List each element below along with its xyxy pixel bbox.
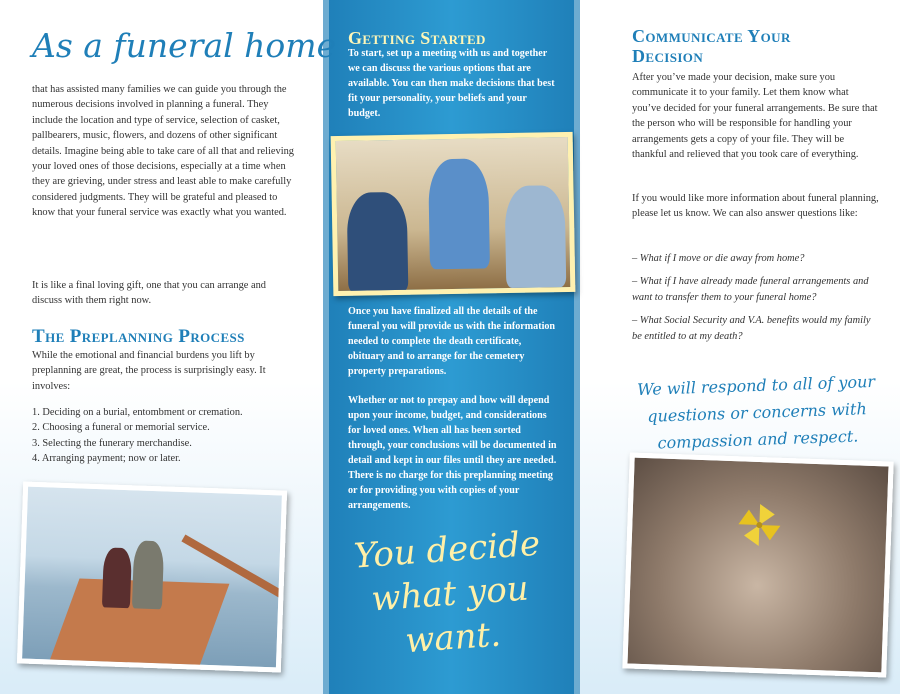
prepay-paragraph: Whether or not to prepay and how will depend upon your income, budget, and considerations for loved ones. When all has been sorted through, your conclusions will be documented in detail and kept in our files until they are needed. There is no charge for this preplanning meeting or for providing you with copies of your arrangements. [348, 395, 557, 511]
lead-script-heading: As a funeral home [32, 26, 337, 65]
meeting-photo [331, 132, 576, 296]
more-info-paragraph: If you would like more information about funeral planning, please let us know. We can also answer questions like: [632, 193, 879, 220]
couple-on-dock-photo [17, 481, 287, 672]
getting-started-paragraph: To start, set up a meeting with us and together we can discuss the various options that are available. You can then make decisions that best fit your personality, your beliefs and your budget. [348, 48, 555, 119]
person-figure [132, 540, 164, 609]
question-item: – What if I have already made funeral arrangements and want to transfer them to your funeral home? [632, 276, 869, 303]
finalized-paragraph: Once you have finalized all the details of the funeral you will provide us with the information needed to complete the death certificate, obituary and to arrange for the cemetery property preparations. [348, 306, 556, 377]
gift-paragraph: It is like a final loving gift, one that you can arrange and discuss with them right now. [32, 280, 267, 307]
you-decide-script: You decide what you want. [352, 523, 542, 662]
step-item: 3. Selecting the funerary merchandise. [32, 437, 192, 449]
person-figure [347, 192, 409, 293]
getting-started-heading: Getting Started [348, 28, 486, 48]
intro-paragraph: that has assisted many families we can guide you through the numerous decisions involved in planning a funeral. They include the location and type of service, selection of casket, pallbearers, music, flowers, and dozens of other significant details. Imagine being able to take care of all that and relieving your loved ones of those decisions, especially at a time when they are grieving, under stress and least able to make carefully considered judgments. They will be grateful and pleased to know that your funeral service was exactly what you wanted. [32, 84, 294, 219]
communicate-paragraph: After you’ve made your decision, make sure you communicate it to your family. Let them know what you’ve decided for your funeral arrangements. Be sure that the person who will be responsible for handling your arrangements gets a copy of your file. They will be thankful and relieved that you took care of everything. [632, 72, 878, 161]
person-figure [505, 185, 567, 288]
preplanning-heading: The Preplanning Process [32, 326, 245, 347]
preplanning-paragraph: While the emotional and financial burdens you lift by preplanning are great, the process is surprisingly easy. It involves: [32, 350, 266, 392]
step-item: 1. Deciding on a burial, entombment or cremation. [32, 407, 243, 418]
question-item: – What if I move or die away from home? [632, 253, 805, 264]
hands-with-pinwheel-photo [622, 452, 893, 677]
steps-list [32, 405, 294, 467]
person-figure [428, 158, 490, 269]
communicate-heading: Communicate Your Decision [632, 26, 791, 66]
step-item: 4. Arranging payment; now or later. [32, 453, 181, 465]
question-item: – What Social Security and V.A. benefits would my family be entitled to at my death? [632, 315, 871, 342]
respond-script: We will respond to all of your questions or concerns with compassion and respect. [636, 371, 876, 453]
person-figure [102, 547, 132, 608]
step-item: 2. Choosing a funeral or memorial service. [32, 422, 210, 434]
pinwheel-flower-icon [736, 501, 784, 549]
questions-list [632, 251, 882, 352]
